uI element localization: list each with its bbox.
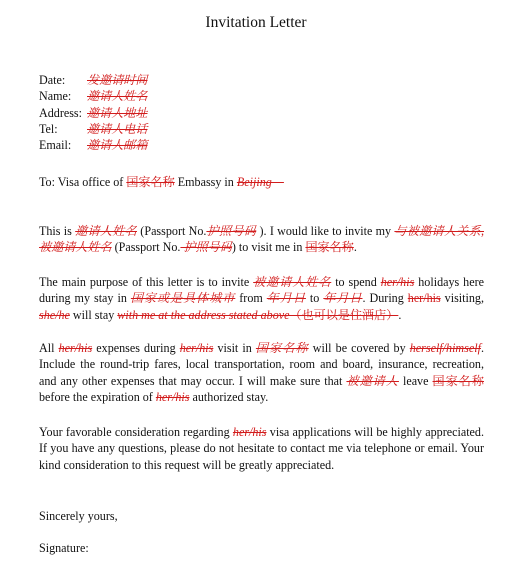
p1-text-5: ) to visit me in	[231, 240, 306, 255]
p3-text-2: expenses during	[92, 341, 180, 355]
country-placeholder: 国家名称	[255, 341, 309, 355]
p1-text-6: .	[353, 240, 357, 255]
p2-text-8: will stay	[69, 307, 118, 322]
email-label: Email:	[39, 138, 72, 153]
tel-placeholder: 邀请人电话	[87, 121, 148, 136]
p2-text-3: holidays here during my stay in	[39, 275, 484, 306]
date-line	[39, 72, 484, 88]
to-city-placeholder: Beijing	[236, 175, 284, 189]
stay-address-placeholder: with me at the address stated above	[117, 307, 290, 322]
email-placeholder: 邀请人邮箱	[87, 138, 148, 153]
p3-text-7: before the expiration of	[39, 389, 156, 404]
pronoun-placeholder: her/his	[232, 425, 267, 439]
p1-text-3: ). I would like to invite my	[256, 224, 395, 238]
p3-text-1: All	[39, 341, 59, 355]
date-placeholder: 发邀请时间	[87, 73, 148, 87]
p3-text-3: visit in	[213, 341, 256, 355]
pronoun-placeholder: her/his	[179, 341, 214, 355]
address-label: Address:	[39, 105, 82, 120]
relationship-placeholder: 与被邀请人关系, 被邀请人姓名	[39, 224, 484, 255]
email-line	[39, 137, 484, 153]
name-label: Name:	[39, 89, 72, 104]
pronoun-placeholder: her/his	[155, 389, 190, 404]
paragraph-expenses	[39, 340, 484, 405]
signature-label: Signature:	[39, 541, 89, 555]
to-text-2: Embassy in	[174, 175, 237, 189]
p3-text-5: . Include the round-trip fares, local transportation, room and board, insurance, recreation, and any other expenses that may occur. I will make sure that	[39, 341, 484, 388]
paragraph-introduction	[39, 223, 484, 256]
p2-text-1: The main purpose of this letter is to invite	[39, 275, 254, 289]
address-line	[39, 105, 484, 121]
country-placeholder: 国家名称	[305, 240, 354, 255]
inviter-passport-placeholder: 护照号码	[206, 224, 257, 238]
p2-text-7: visiting,	[440, 291, 484, 306]
p4-text-2: visa applications will be highly appreciated. If you have any questions, please do not hesitate to contact me via telephone or email. Your kind consideration to this request will be greatly appreciated.	[39, 425, 484, 472]
destination-placeholder: 国家或是具体城市	[130, 291, 236, 306]
tel-label: Tel:	[39, 121, 58, 136]
tel-line	[39, 121, 484, 137]
pronoun-placeholder: her/his	[407, 291, 441, 306]
inviter-name-placeholder: 邀请人姓名	[75, 224, 138, 238]
to-text-1: To: Visa office of	[39, 175, 127, 189]
p1-text-1: This is	[39, 224, 76, 238]
p3-text-6: leave	[398, 373, 433, 388]
start-date-placeholder: 年月日	[266, 291, 306, 306]
letter-title: Invitation Letter	[205, 14, 307, 31]
payer-placeholder: herself/himself	[409, 341, 481, 355]
invitee-name-placeholder: 被邀请人姓名	[253, 275, 332, 289]
invitee-placeholder: 被邀请人	[346, 373, 399, 388]
name-placeholder: 邀请人姓名	[87, 89, 148, 104]
invitee-passport-placeholder: 护照号码	[180, 240, 232, 255]
paragraph-consideration	[39, 424, 484, 473]
end-date-placeholder: 年月日	[323, 291, 363, 306]
p1-text-2: (Passport No.	[137, 224, 207, 238]
paragraph-purpose	[39, 274, 484, 323]
pronoun-placeholder: her/his	[380, 275, 415, 289]
recipient-line	[39, 174, 484, 190]
p2-text-2: to spend	[331, 275, 381, 289]
to-country-placeholder: 国家名称	[126, 175, 175, 189]
pronoun-placeholder: she/he	[39, 307, 70, 322]
p2-text-6: . During	[362, 291, 408, 306]
p2-text-4: from	[235, 291, 267, 306]
date-label: Date:	[39, 73, 66, 87]
hotel-note-placeholder: （也可以是住酒店）	[289, 307, 399, 322]
p2-text-9: .	[398, 307, 402, 322]
pronoun-placeholder: her/his	[58, 341, 93, 355]
sender-info	[39, 72, 484, 153]
name-line	[39, 88, 484, 104]
p3-text-4: will be covered by	[308, 341, 410, 355]
p2-text-5: to	[305, 291, 324, 306]
p1-text-4: (Passport No.	[111, 240, 181, 255]
closing: Sincerely yours,	[39, 509, 118, 523]
address-placeholder: 邀请人地址	[87, 105, 148, 120]
p4-text-1: Your favorable consideration regarding	[39, 425, 233, 439]
p3-text-8: authorized stay.	[189, 389, 269, 404]
country-placeholder: 国家名称	[432, 373, 484, 388]
